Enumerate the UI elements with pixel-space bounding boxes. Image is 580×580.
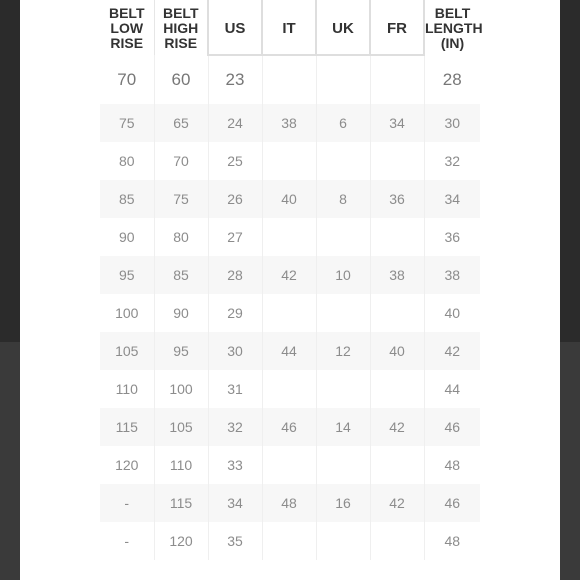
cell-uk: 10	[316, 256, 370, 294]
cell-fr: 42	[370, 484, 424, 522]
header-row	[100, 0, 480, 55]
cell-fr: 40	[370, 332, 424, 370]
cell-fr	[370, 446, 424, 484]
cell-high-rise: 75	[154, 180, 208, 218]
cell-it	[262, 446, 316, 484]
size-chart-table	[100, 0, 483, 560]
cell-us: 34	[208, 484, 262, 522]
cell-it: 42	[262, 256, 316, 294]
cell-high-rise: 70	[154, 142, 208, 180]
cell-it	[262, 218, 316, 256]
cell-high-rise: 115	[154, 484, 208, 522]
cell-it	[262, 142, 316, 180]
cell-low-rise: 100	[100, 294, 154, 332]
table-row	[100, 332, 480, 370]
table-row	[100, 142, 480, 180]
table-body	[100, 55, 480, 560]
cell-uk	[316, 218, 370, 256]
table-row	[100, 408, 480, 446]
cell-fr: 34	[370, 104, 424, 142]
cell-uk: 14	[316, 408, 370, 446]
cell-high-rise: 105	[154, 408, 208, 446]
cell-low-rise: -	[100, 484, 154, 522]
cell-high-rise: 90	[154, 294, 208, 332]
cell-us: 25	[208, 142, 262, 180]
cell-uk: 12	[316, 332, 370, 370]
cell-it	[262, 55, 316, 104]
cell-low-rise: 120	[100, 446, 154, 484]
cell-length: 36	[444, 229, 461, 245]
cell-length: 48	[444, 457, 461, 473]
cell-length: 48	[444, 533, 461, 549]
table-row	[100, 180, 480, 218]
cell-high-rise: 95	[154, 332, 208, 370]
cell-high-rise: 110	[154, 446, 208, 484]
header-belt-low-rise: BELT LOW RISE	[100, 0, 154, 55]
cell-low-rise: 105	[100, 332, 154, 370]
cell-high-rise: 85	[154, 256, 208, 294]
cell-uk	[316, 55, 370, 104]
header-it: IT	[262, 0, 316, 55]
cell-fr	[370, 142, 424, 180]
header-belt-length: BELT LENGTH (IN)	[424, 0, 480, 55]
cell-length: 42	[424, 332, 480, 370]
cell-high-rise: 65	[154, 104, 208, 142]
cell-low-rise: 75	[100, 104, 154, 142]
cell-high-rise: 120	[154, 522, 208, 560]
header-fr: FR	[370, 0, 424, 55]
cell-uk: 6	[316, 104, 370, 142]
cell-length: 44	[444, 381, 461, 397]
cell-high-rise: 80	[154, 218, 208, 256]
cell-high-rise: 100	[154, 370, 208, 408]
cell-it: 44	[262, 332, 316, 370]
cell-fr	[370, 522, 424, 560]
cell-length: 46	[424, 484, 480, 522]
cell-uk: 8	[316, 180, 370, 218]
cell-it	[262, 370, 316, 408]
cell-fr	[370, 294, 424, 332]
cell-low-rise: 95	[100, 256, 154, 294]
cell-length: 30	[424, 104, 480, 142]
cell-length: 32	[444, 153, 461, 169]
cell-fr: 42	[370, 408, 424, 446]
cell-it: 40	[262, 180, 316, 218]
cell-us: 35	[208, 522, 262, 560]
cell-low-rise: 110	[100, 370, 154, 408]
cell-us: 30	[208, 332, 262, 370]
cell-uk	[316, 142, 370, 180]
cell-low-rise: 70	[100, 55, 154, 104]
cell-it: 48	[262, 484, 316, 522]
cell-it: 38	[262, 104, 316, 142]
cell-length: 28	[442, 69, 462, 89]
cell-us: 27	[208, 218, 262, 256]
table-row	[100, 218, 480, 256]
cell-us: 29	[208, 294, 262, 332]
cell-length: 46	[424, 408, 480, 446]
cell-fr	[370, 370, 424, 408]
cell-high-rise: 60	[154, 55, 208, 104]
cell-us: 33	[208, 446, 262, 484]
table-row	[100, 522, 480, 560]
cell-uk	[316, 294, 370, 332]
table-row	[100, 55, 480, 104]
table-row	[100, 104, 480, 142]
header-belt-high-rise: BELT HIGH RISE	[154, 0, 208, 55]
cell-length: 40	[444, 305, 461, 321]
cell-uk	[316, 446, 370, 484]
header-us: US	[208, 0, 262, 55]
table-row	[100, 484, 480, 522]
cell-us: 28	[208, 256, 262, 294]
cell-fr: 36	[370, 180, 424, 218]
cell-us: 31	[208, 370, 262, 408]
cell-it	[262, 294, 316, 332]
cell-it: 46	[262, 408, 316, 446]
cell-fr	[370, 218, 424, 256]
cell-fr	[370, 55, 424, 104]
cell-fr: 38	[370, 256, 424, 294]
cell-length: 34	[424, 180, 480, 218]
cell-us: 26	[208, 180, 262, 218]
cell-uk	[316, 522, 370, 560]
cell-low-rise: 115	[100, 408, 154, 446]
cell-low-rise: 85	[100, 180, 154, 218]
cell-low-rise: 80	[100, 142, 154, 180]
table-row	[100, 256, 480, 294]
table-row	[100, 370, 480, 408]
cell-uk: 16	[316, 484, 370, 522]
cell-low-rise: -	[100, 522, 154, 560]
cell-uk	[316, 370, 370, 408]
cell-us: 24	[208, 104, 262, 142]
cell-us: 32	[208, 408, 262, 446]
cell-us: 23	[208, 55, 262, 104]
table-row	[100, 294, 480, 332]
cell-it	[262, 522, 316, 560]
cell-low-rise: 90	[100, 218, 154, 256]
size-chart-sheet	[20, 0, 560, 580]
cell-length: 38	[424, 256, 480, 294]
table-row	[100, 446, 480, 484]
header-uk: UK	[316, 0, 370, 55]
